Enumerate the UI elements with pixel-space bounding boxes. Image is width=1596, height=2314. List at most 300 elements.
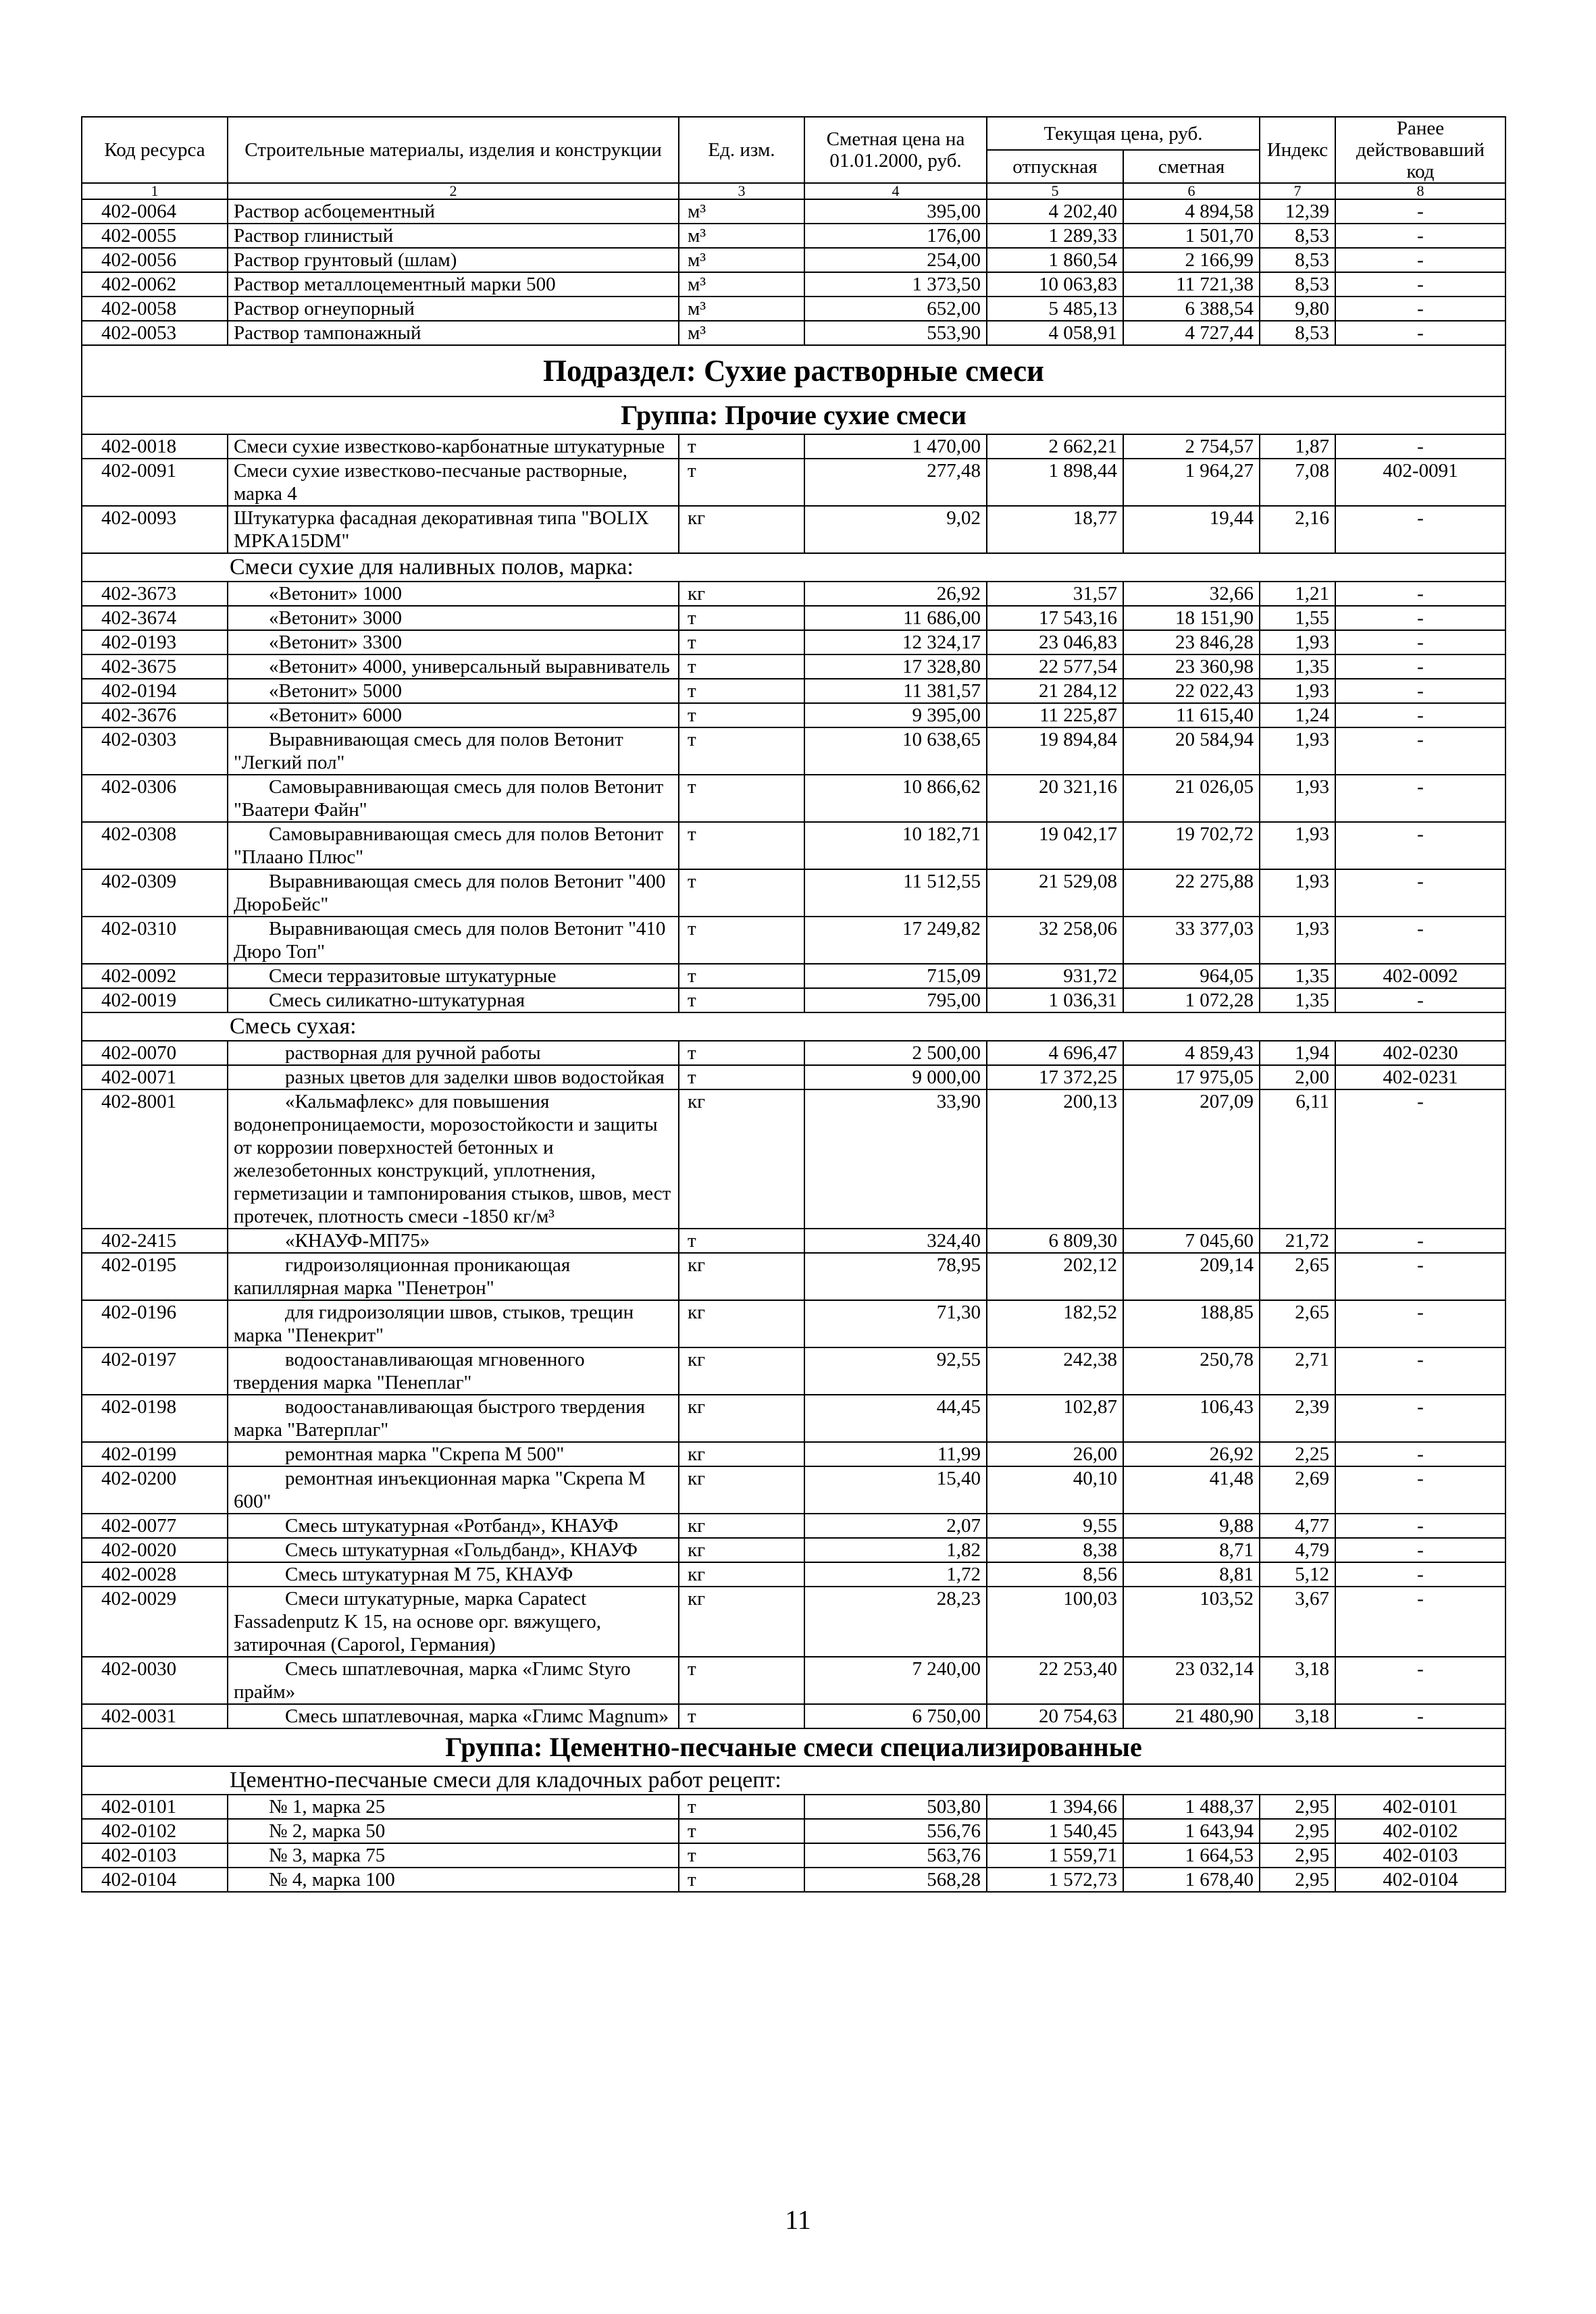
previous-code-cell: - — [1335, 727, 1505, 775]
previous-code-cell: 402-0091 — [1335, 459, 1505, 506]
base-price-cell: 503,80 — [804, 1795, 987, 1819]
resource-code-cell: 402-0310 — [82, 917, 228, 964]
estimate-price-cell: 11 721,38 — [1123, 272, 1260, 297]
table-row — [82, 1514, 1505, 1538]
base-price-cell: 277,48 — [804, 459, 987, 506]
base-price-cell: 1,72 — [804, 1562, 987, 1587]
material-name-cell: «Ветонит» 3000 — [228, 606, 679, 630]
wholesale-price-cell: 22 577,54 — [987, 654, 1123, 679]
index-cell: 2,69 — [1260, 1466, 1335, 1514]
table-row — [82, 272, 1505, 297]
material-name-cell: Смеси сухие известково-карбонатные штукатурные — [228, 434, 679, 459]
estimate-price-cell: 4 894,58 — [1123, 199, 1260, 224]
wholesale-price-cell: 1 289,33 — [987, 224, 1123, 248]
table-row — [82, 1538, 1505, 1562]
resource-code-cell: 402-0053 — [82, 321, 228, 345]
table-row — [82, 1300, 1505, 1347]
previous-code-cell: - — [1335, 321, 1505, 345]
material-name-cell: Самовыравнивающая смесь для полов Ветонит "Ваатери Файн" — [228, 775, 679, 822]
previous-code-cell: - — [1335, 1300, 1505, 1347]
table-row — [82, 1868, 1505, 1892]
wholesale-price-cell: 102,87 — [987, 1395, 1123, 1442]
estimate-price-cell: 22 022,43 — [1123, 679, 1260, 703]
unit-cell: т — [679, 917, 804, 964]
material-name-cell: № 3, марка 75 — [228, 1843, 679, 1868]
base-price-cell: 78,95 — [804, 1253, 987, 1300]
unit-cell: м³ — [679, 248, 804, 272]
index-cell: 8,53 — [1260, 272, 1335, 297]
unit-cell: кг — [679, 1347, 804, 1395]
table-row — [82, 459, 1505, 506]
estimate-price-cell: 1 501,70 — [1123, 224, 1260, 248]
estimate-price-cell: 2 754,57 — [1123, 434, 1260, 459]
estimate-price-cell: 1 964,27 — [1123, 459, 1260, 506]
previous-code-cell: - — [1335, 506, 1505, 553]
resource-code-cell: 402-0056 — [82, 248, 228, 272]
resource-code-cell: 402-0031 — [82, 1704, 228, 1728]
resource-code-cell: 402-0062 — [82, 272, 228, 297]
material-name-cell: Смеси сухие известково-песчаные растворные, марка 4 — [228, 459, 679, 506]
base-price-cell: 553,90 — [804, 321, 987, 345]
header-estimate-price: сметная — [1123, 150, 1260, 183]
column-number: 3 — [679, 183, 804, 199]
index-cell: 1,24 — [1260, 703, 1335, 727]
estimate-price-cell: 1 643,94 — [1123, 1819, 1260, 1843]
estimate-price-cell: 21 480,90 — [1123, 1704, 1260, 1728]
wholesale-price-cell: 11 225,87 — [987, 703, 1123, 727]
resource-code-cell: 402-0070 — [82, 1041, 228, 1065]
resource-code-cell: 402-0308 — [82, 822, 228, 869]
table-row — [82, 248, 1505, 272]
material-name-cell: Смесь штукатурная «Гольдбанд», КНАУФ — [228, 1538, 679, 1562]
previous-code-cell: - — [1335, 679, 1505, 703]
previous-code-cell: - — [1335, 1395, 1505, 1442]
table-row — [82, 1795, 1505, 1819]
estimate-price-cell: 1 488,37 — [1123, 1795, 1260, 1819]
group-title: Группа: Прочие сухие смеси — [82, 396, 1505, 434]
material-name-cell: Самовыравнивающая смесь для полов Ветонит "Плаано Плюс" — [228, 822, 679, 869]
estimate-price-cell: 20 584,94 — [1123, 727, 1260, 775]
wholesale-price-cell: 4 202,40 — [987, 199, 1123, 224]
material-name-cell: гидроизоляционная проникающая капиллярная марка "Пенетрон" — [228, 1253, 679, 1300]
base-price-cell: 11 381,57 — [804, 679, 987, 703]
material-name-cell: Раствор глинистый — [228, 224, 679, 248]
table-row — [82, 1562, 1505, 1587]
base-price-cell: 795,00 — [804, 988, 987, 1012]
resource-code-cell: 402-0199 — [82, 1442, 228, 1466]
table-row — [82, 321, 1505, 345]
header-wholesale-price: отпускная — [987, 150, 1123, 183]
previous-code-cell: 402-0101 — [1335, 1795, 1505, 1819]
wholesale-price-cell: 2 662,21 — [987, 434, 1123, 459]
resource-code-cell: 402-2415 — [82, 1229, 228, 1253]
wholesale-price-cell: 40,10 — [987, 1466, 1123, 1514]
unit-cell: кг — [679, 1538, 804, 1562]
subgroup-header — [82, 553, 1505, 582]
base-price-cell: 28,23 — [804, 1587, 987, 1657]
unit-cell: кг — [679, 582, 804, 606]
estimate-price-cell: 106,43 — [1123, 1395, 1260, 1442]
previous-code-cell: 402-0103 — [1335, 1843, 1505, 1868]
wholesale-price-cell: 6 809,30 — [987, 1229, 1123, 1253]
section-title: Подраздел: Сухие растворные смеси — [82, 345, 1505, 396]
previous-code-cell: 402-0104 — [1335, 1868, 1505, 1892]
material-name-cell: «Ветонит» 6000 — [228, 703, 679, 727]
material-name-cell: Раствор огнеупорный — [228, 297, 679, 321]
previous-code-cell: - — [1335, 1347, 1505, 1395]
column-number: 2 — [228, 183, 679, 199]
previous-code-cell: - — [1335, 1657, 1505, 1704]
unit-cell: т — [679, 964, 804, 988]
base-price-cell: 324,40 — [804, 1229, 987, 1253]
unit-cell: т — [679, 1795, 804, 1819]
wholesale-price-cell: 19 894,84 — [987, 727, 1123, 775]
previous-code-cell: - — [1335, 1089, 1505, 1229]
base-price-cell: 9 000,00 — [804, 1065, 987, 1089]
header-index: Индекс — [1260, 117, 1335, 183]
resource-code-cell: 402-0071 — [82, 1065, 228, 1089]
table-row — [82, 1704, 1505, 1728]
table-row — [82, 434, 1505, 459]
wholesale-price-cell: 17 543,16 — [987, 606, 1123, 630]
index-cell: 2,65 — [1260, 1300, 1335, 1347]
base-price-cell: 92,55 — [804, 1347, 987, 1395]
wholesale-price-cell: 202,12 — [987, 1253, 1123, 1300]
estimate-price-cell: 9,88 — [1123, 1514, 1260, 1538]
wholesale-price-cell: 200,13 — [987, 1089, 1123, 1229]
table-row — [82, 964, 1505, 988]
resource-code-cell: 402-0030 — [82, 1657, 228, 1704]
unit-cell: т — [679, 679, 804, 703]
previous-code-cell: - — [1335, 1514, 1505, 1538]
base-price-cell: 11,99 — [804, 1442, 987, 1466]
base-price-cell: 176,00 — [804, 224, 987, 248]
table-row — [82, 1587, 1505, 1657]
base-price-cell: 395,00 — [804, 199, 987, 224]
index-cell: 2,16 — [1260, 506, 1335, 553]
resource-code-cell: 402-0093 — [82, 506, 228, 553]
unit-cell: т — [679, 1041, 804, 1065]
rows-sub3 — [82, 1795, 1505, 1892]
resource-code-cell: 402-0055 — [82, 224, 228, 248]
rows-sub2 — [82, 1041, 1505, 1728]
previous-code-cell: - — [1335, 1253, 1505, 1300]
base-price-cell: 254,00 — [804, 248, 987, 272]
index-cell: 1,93 — [1260, 869, 1335, 917]
index-cell: 1,93 — [1260, 727, 1335, 775]
wholesale-price-cell: 18,77 — [987, 506, 1123, 553]
unit-cell: кг — [679, 1466, 804, 1514]
wholesale-price-cell: 1 860,54 — [987, 248, 1123, 272]
material-name-cell: Штукатурка фасадная декоративная типа "BOLIX MPKA15DM" — [228, 506, 679, 553]
column-number: 8 — [1335, 183, 1505, 199]
resource-code-cell: 402-0018 — [82, 434, 228, 459]
previous-code-cell: 402-0231 — [1335, 1065, 1505, 1089]
index-cell: 8,53 — [1260, 248, 1335, 272]
material-name-cell: Выравнивающая смесь для полов Ветонит "410 Дюро Топ" — [228, 917, 679, 964]
table-row — [82, 1395, 1505, 1442]
base-price-cell: 652,00 — [804, 297, 987, 321]
table-row — [82, 582, 1505, 606]
unit-cell: кг — [679, 1442, 804, 1466]
unit-cell: т — [679, 1868, 804, 1892]
material-name-cell: Смесь шпатлевочная, марка «Глимс Magnum» — [228, 1704, 679, 1728]
index-cell: 1,93 — [1260, 917, 1335, 964]
wholesale-price-cell: 1 540,45 — [987, 1819, 1123, 1843]
resource-code-cell: 402-3676 — [82, 703, 228, 727]
resource-code-cell: 402-0028 — [82, 1562, 228, 1587]
unit-cell: м³ — [679, 321, 804, 345]
wholesale-price-cell: 23 046,83 — [987, 630, 1123, 654]
previous-code-cell: - — [1335, 1466, 1505, 1514]
resource-code-cell: 402-8001 — [82, 1089, 228, 1229]
wholesale-price-cell: 4 058,91 — [987, 321, 1123, 345]
resource-code-cell: 402-0194 — [82, 679, 228, 703]
base-price-cell: 563,76 — [804, 1843, 987, 1868]
resource-code-cell: 402-0193 — [82, 630, 228, 654]
index-cell: 7,08 — [1260, 459, 1335, 506]
index-cell: 1,93 — [1260, 822, 1335, 869]
index-cell: 9,80 — [1260, 297, 1335, 321]
estimate-price-cell: 21 026,05 — [1123, 775, 1260, 822]
wholesale-price-cell: 242,38 — [987, 1347, 1123, 1395]
resource-code-cell: 402-0306 — [82, 775, 228, 822]
estimate-price-cell: 41,48 — [1123, 1466, 1260, 1514]
table-row — [82, 606, 1505, 630]
wholesale-price-cell: 8,38 — [987, 1538, 1123, 1562]
base-price-cell: 17 249,82 — [804, 917, 987, 964]
resource-code-cell: 402-0064 — [82, 199, 228, 224]
material-name-cell: Смеси штукатурные, марка Capatect Fassadenputz K 15, на основе орг. вяжущего, затирочная (Caporol, Германия) — [228, 1587, 679, 1657]
resource-code-cell: 402-0091 — [82, 459, 228, 506]
column-numbers-row — [82, 183, 1505, 199]
wholesale-price-cell: 182,52 — [987, 1300, 1123, 1347]
estimate-price-cell: 17 975,05 — [1123, 1065, 1260, 1089]
estimate-price-cell: 23 846,28 — [1123, 630, 1260, 654]
unit-cell: т — [679, 1065, 804, 1089]
resource-code-cell: 402-3675 — [82, 654, 228, 679]
resource-code-cell: 402-0077 — [82, 1514, 228, 1538]
resource-code-cell: 402-0200 — [82, 1466, 228, 1514]
base-price-cell: 9,02 — [804, 506, 987, 553]
index-cell: 6,11 — [1260, 1089, 1335, 1229]
table-row — [82, 1041, 1505, 1065]
base-price-cell: 44,45 — [804, 1395, 987, 1442]
material-name-cell: «Ветонит» 1000 — [228, 582, 679, 606]
unit-cell: т — [679, 988, 804, 1012]
price-table — [81, 116, 1506, 1893]
header-base-price: Сметная цена на 01.01.2000, руб. — [804, 117, 987, 183]
material-name-cell: водоостанавливающая быстрого твердения марка "Ватерплаг" — [228, 1395, 679, 1442]
wholesale-price-cell: 21 284,12 — [987, 679, 1123, 703]
previous-code-cell: - — [1335, 297, 1505, 321]
estimate-price-cell: 1 664,53 — [1123, 1843, 1260, 1868]
column-number: 5 — [987, 183, 1123, 199]
unit-cell: кг — [679, 1300, 804, 1347]
previous-code-cell: - — [1335, 703, 1505, 727]
table-row — [82, 679, 1505, 703]
resource-code-cell: 402-0092 — [82, 964, 228, 988]
table-row — [82, 727, 1505, 775]
wholesale-price-cell: 17 372,25 — [987, 1065, 1123, 1089]
unit-cell: кг — [679, 1562, 804, 1587]
previous-code-cell: - — [1335, 606, 1505, 630]
rows-sub1 — [82, 582, 1505, 1012]
wholesale-price-cell: 100,03 — [987, 1587, 1123, 1657]
unit-cell: т — [679, 459, 804, 506]
estimate-price-cell: 4 859,43 — [1123, 1041, 1260, 1065]
table-row — [82, 869, 1505, 917]
page-number: 11 — [785, 2205, 811, 2235]
index-cell: 5,12 — [1260, 1562, 1335, 1587]
wholesale-price-cell: 20 321,16 — [987, 775, 1123, 822]
estimate-price-cell: 209,14 — [1123, 1253, 1260, 1300]
base-price-cell: 10 182,71 — [804, 822, 987, 869]
material-name-cell: Смеси терразитовые штукатурные — [228, 964, 679, 988]
previous-code-cell: - — [1335, 822, 1505, 869]
base-price-cell: 7 240,00 — [804, 1657, 987, 1704]
estimate-price-cell: 1 678,40 — [1123, 1868, 1260, 1892]
previous-code-cell: - — [1335, 988, 1505, 1012]
wholesale-price-cell: 4 696,47 — [987, 1041, 1123, 1065]
estimate-price-cell: 26,92 — [1123, 1442, 1260, 1466]
index-cell: 8,53 — [1260, 224, 1335, 248]
wholesale-price-cell: 10 063,83 — [987, 272, 1123, 297]
base-price-cell: 1 470,00 — [804, 434, 987, 459]
resource-code-cell: 402-0103 — [82, 1843, 228, 1868]
index-cell: 1,35 — [1260, 654, 1335, 679]
base-price-cell: 1 373,50 — [804, 272, 987, 297]
index-cell: 1,87 — [1260, 434, 1335, 459]
previous-code-cell: - — [1335, 1229, 1505, 1253]
resource-code-cell: 402-0196 — [82, 1300, 228, 1347]
table-row — [82, 1466, 1505, 1514]
resource-code-cell: 402-0303 — [82, 727, 228, 775]
rows-top — [82, 199, 1505, 345]
material-name-cell: ремонтная марка "Скрепа М 500" — [228, 1442, 679, 1466]
header-unit: Ед. изм. — [679, 117, 804, 183]
material-name-cell: № 2, марка 50 — [228, 1819, 679, 1843]
material-name-cell: «Ветонит» 4000, универсальный выравниватель — [228, 654, 679, 679]
base-price-cell: 10 638,65 — [804, 727, 987, 775]
estimate-price-cell: 103,52 — [1123, 1587, 1260, 1657]
material-name-cell: Раствор асбоцементный — [228, 199, 679, 224]
unit-cell: т — [679, 775, 804, 822]
table-row — [82, 1819, 1505, 1843]
unit-cell: т — [679, 1704, 804, 1728]
resource-code-cell: 402-0019 — [82, 988, 228, 1012]
material-name-cell: Раствор тампонажный — [228, 321, 679, 345]
wholesale-price-cell: 26,00 — [987, 1442, 1123, 1466]
unit-cell: м³ — [679, 272, 804, 297]
previous-code-cell: 402-0102 — [1335, 1819, 1505, 1843]
table-row — [82, 1065, 1505, 1089]
index-cell: 2,95 — [1260, 1868, 1335, 1892]
estimate-price-cell: 33 377,03 — [1123, 917, 1260, 964]
unit-cell: м³ — [679, 297, 804, 321]
resource-code-cell: 402-0020 — [82, 1538, 228, 1562]
index-cell: 4,77 — [1260, 1514, 1335, 1538]
index-cell: 2,25 — [1260, 1442, 1335, 1466]
base-price-cell: 15,40 — [804, 1466, 987, 1514]
previous-code-cell: - — [1335, 1538, 1505, 1562]
index-cell: 1,55 — [1260, 606, 1335, 630]
table-row — [82, 917, 1505, 964]
previous-code-cell: - — [1335, 1562, 1505, 1587]
base-price-cell: 2,07 — [804, 1514, 987, 1538]
previous-code-cell: 402-0092 — [1335, 964, 1505, 988]
index-cell: 4,79 — [1260, 1538, 1335, 1562]
base-price-cell: 12 324,17 — [804, 630, 987, 654]
base-price-cell: 11 512,55 — [804, 869, 987, 917]
table-row — [82, 1843, 1505, 1868]
unit-cell: т — [679, 703, 804, 727]
previous-code-cell: - — [1335, 224, 1505, 248]
estimate-price-cell: 8,81 — [1123, 1562, 1260, 1587]
base-price-cell: 6 750,00 — [804, 1704, 987, 1728]
estimate-price-cell: 22 275,88 — [1123, 869, 1260, 917]
material-name-cell: разных цветов для заделки швов водостойкая — [228, 1065, 679, 1089]
table-row — [82, 297, 1505, 321]
header-resource-code: Код ресурса — [82, 117, 228, 183]
header-current-price: Текущая цена, руб. — [987, 117, 1260, 150]
estimate-price-cell: 2 166,99 — [1123, 248, 1260, 272]
base-price-cell: 26,92 — [804, 582, 987, 606]
previous-code-cell: - — [1335, 917, 1505, 964]
wholesale-price-cell: 22 253,40 — [987, 1657, 1123, 1704]
group-title: Группа: Цементно-песчаные смеси специализированные — [82, 1728, 1505, 1766]
table-row — [82, 1442, 1505, 1466]
table-row — [82, 1229, 1505, 1253]
resource-code-cell: 402-3673 — [82, 582, 228, 606]
base-price-cell: 556,76 — [804, 1819, 987, 1843]
index-cell: 2,71 — [1260, 1347, 1335, 1395]
unit-cell: кг — [679, 1514, 804, 1538]
material-name-cell: водоостанавливающая мгновенного твердения марка "Пенеплаг" — [228, 1347, 679, 1395]
wholesale-price-cell: 1 036,31 — [987, 988, 1123, 1012]
previous-code-cell: - — [1335, 199, 1505, 224]
unit-cell: м³ — [679, 224, 804, 248]
index-cell: 1,94 — [1260, 1041, 1335, 1065]
index-cell: 12,39 — [1260, 199, 1335, 224]
resource-code-cell: 402-0309 — [82, 869, 228, 917]
estimate-price-cell: 1 072,28 — [1123, 988, 1260, 1012]
base-price-cell: 10 866,62 — [804, 775, 987, 822]
wholesale-price-cell: 9,55 — [987, 1514, 1123, 1538]
table-row — [82, 1347, 1505, 1395]
index-cell: 2,95 — [1260, 1795, 1335, 1819]
unit-cell: т — [679, 822, 804, 869]
material-name-cell: Смесь штукатурная М 75, КНАУФ — [228, 1562, 679, 1587]
header-previous-code: Ранее действовавший код — [1335, 117, 1505, 183]
material-name-cell: растворная для ручной работы — [228, 1041, 679, 1065]
material-name-cell: «Кальмафлекс» для повышения водонепроницаемости, морозостойкости и защиты от коррозии поверхностей бетонных и железобетонных конструкций, уплотнения, герметизации и тампонирования стыков, швов, мест протечек, плотность смеси -1850 кг/м³ — [228, 1089, 679, 1229]
unit-cell: м³ — [679, 199, 804, 224]
material-name-cell: Раствор металлоцементный марки 500 — [228, 272, 679, 297]
base-price-cell: 9 395,00 — [804, 703, 987, 727]
unit-cell: т — [679, 1819, 804, 1843]
unit-cell: т — [679, 1657, 804, 1704]
wholesale-price-cell: 931,72 — [987, 964, 1123, 988]
previous-code-cell: - — [1335, 582, 1505, 606]
wholesale-price-cell: 8,56 — [987, 1562, 1123, 1587]
material-name-cell: Выравнивающая смесь для полов Ветонит "Легкий пол" — [228, 727, 679, 775]
base-price-cell: 568,28 — [804, 1868, 987, 1892]
estimate-price-cell: 23 360,98 — [1123, 654, 1260, 679]
base-price-cell: 715,09 — [804, 964, 987, 988]
unit-cell: кг — [679, 1089, 804, 1229]
unit-cell: т — [679, 630, 804, 654]
